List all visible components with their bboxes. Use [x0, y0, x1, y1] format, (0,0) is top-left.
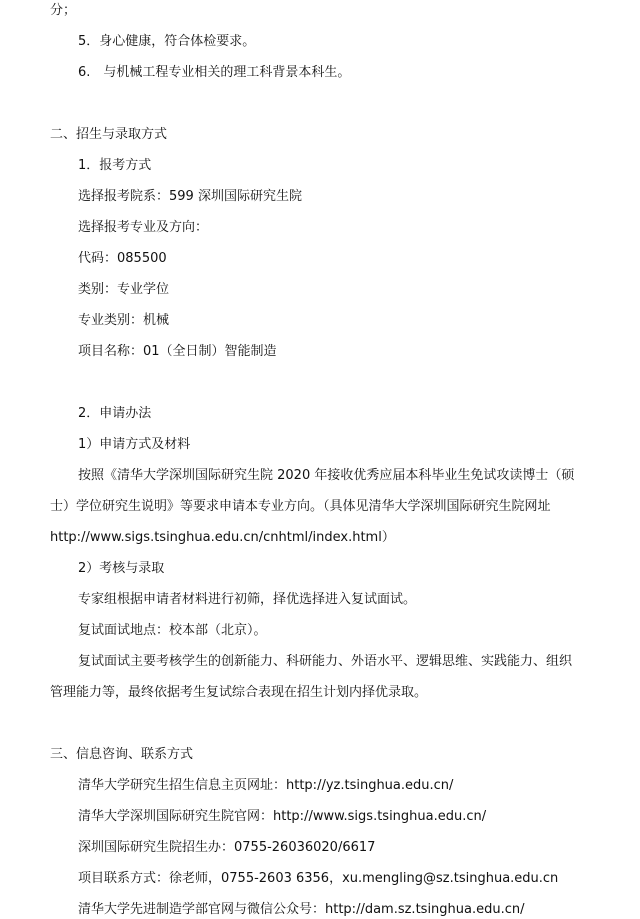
- text-line: 类别：专业学位: [78, 282, 170, 297]
- contact-line: 清华大学深圳国际研究生院官网：http://www.sigs.tsinghua.edu.cn/: [78, 809, 487, 824]
- sub-item-heading-1: 1）申请方式及材料: [78, 437, 191, 452]
- text-line: 选择报考院系：599 深圳国际研究生院: [78, 189, 302, 204]
- text-line: 专业类别：机械: [78, 313, 170, 328]
- list-item-6: 6. 与机械工程专业相关的理工科背景本科生。: [78, 65, 351, 80]
- section-heading-2: 二、招生与录取方式: [50, 127, 168, 142]
- paragraph-line: 按照《清华大学深圳国际研究生院 2020 年接收优秀应届本科毕业生免试攻读博士（硕: [78, 468, 575, 483]
- paragraph-line: 复试面试主要考核学生的创新能力、科研能力、外语水平、逻辑思维、实践能力、组织: [78, 654, 573, 669]
- contact-line: 清华大学研究生招生信息主页网址：http://yz.tsinghua.edu.cn/: [78, 778, 454, 793]
- url-line: http://www.sigs.tsinghua.edu.cn/cnhtml/index.html）: [50, 530, 395, 545]
- contact-line: 项目联系方式：徐老师，0755-2603 6356，xu.mengling@sz.tsinghua.edu.cn: [78, 871, 559, 886]
- contact-line: 深圳国际研究生院招生办：0755-26036020/6617: [78, 840, 376, 855]
- paragraph-line: 专家组根据申请者材料进行初筛，择优选择进入复试面试。: [78, 592, 417, 607]
- sub-item-heading-2: 2）考核与录取: [78, 561, 165, 576]
- text-line: 选择报考专业及方向：: [78, 220, 209, 235]
- contact-line: 清华大学先进制造学部官网与微信公众号：http://dam.sz.tsinghua.edu.cn/: [78, 902, 525, 917]
- section-heading-3: 三、信息咨询、联系方式: [50, 747, 194, 762]
- paragraph-line: 管理能力等，最终依据考生复试综合表现在招生计划内择优录取。: [50, 685, 428, 700]
- subsection-heading-2: 2．申请办法: [78, 406, 152, 421]
- paragraph-line: 复试面试地点：校本部（北京）。: [78, 623, 267, 638]
- subsection-heading-1: 1．报考方式: [78, 158, 152, 173]
- text-line-continuation: 分；: [50, 3, 77, 18]
- list-item-5: 5．身心健康，符合体检要求。: [78, 34, 256, 49]
- paragraph-line: 士）学位研究生说明》等要求申请本专业方向。（具体见清华大学深圳国际研究生院网址: [50, 499, 551, 514]
- text-line: 代码：085500: [78, 251, 167, 266]
- text-line: 项目名称：01（全日制）智能制造: [78, 344, 277, 359]
